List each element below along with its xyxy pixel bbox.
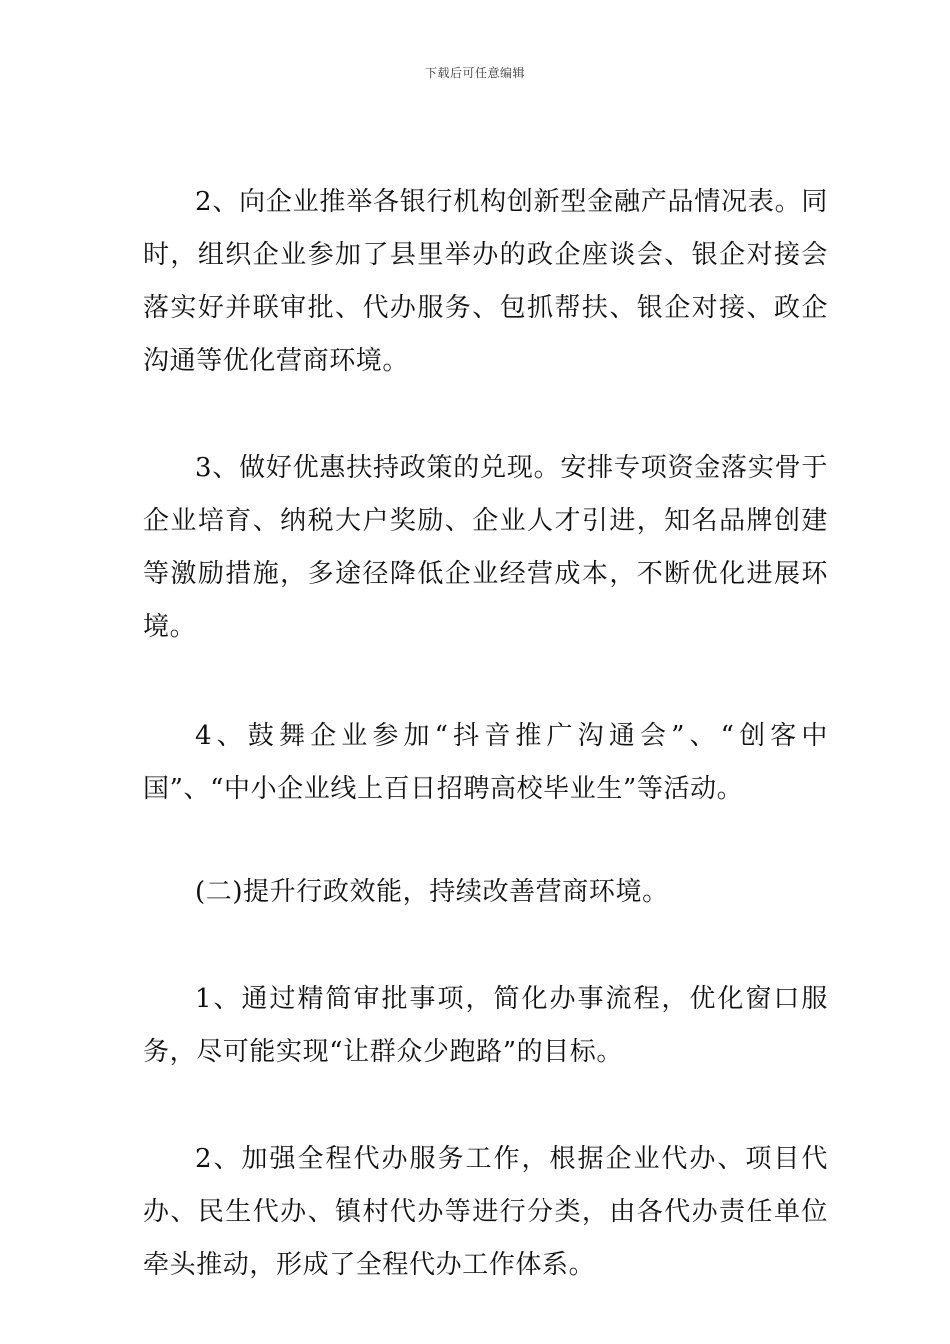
document-body [143, 176, 828, 1292]
paragraph-item-3-preferential-policies: 3、做好优惠扶持政策的兑现。安排专项资金落实骨于企业培育、纳税大户奖励、企业人才引进，知名品牌创建等激励措施，多途径降低企业经营成本，不断优化进展环境。 [143, 453, 828, 642]
paragraph-item-4-encourage-activities: 4、鼓舞企业参加“抖音推广沟通会”、“创客中国”、“中小企业线上百日招聘高校毕业生”等活动。 [143, 721, 828, 804]
paragraph-item-1-streamline-approval: 1、通过精简审批事项，简化办事流程，优化窗口服务，尽可能实现“让群众少跑路”的目标。 [143, 984, 828, 1067]
page-header-note: 下载后可任意编辑 [424, 66, 525, 80]
section-heading-admin-efficiency: (二)提升行政效能，持续改善营商环境。 [195, 877, 669, 907]
paragraph-item-2-financial-products: 2、向企业推举各银行机构创新型金融产品情况表。同时，组织企业参加了县里举办的政企座谈会、银企对接会落实好并联审批、代办服务、包抓帮扶、银企对接、政企沟通等优化营商环境。 [143, 187, 828, 376]
paragraph-item-2-agency-service: 2、加强全程代办服务工作，根据企业代办、项目代办、民生代办、镇村代办等进行分类，由各代办责任单位牵头推动，形成了全程代办工作体系。 [143, 1144, 828, 1280]
